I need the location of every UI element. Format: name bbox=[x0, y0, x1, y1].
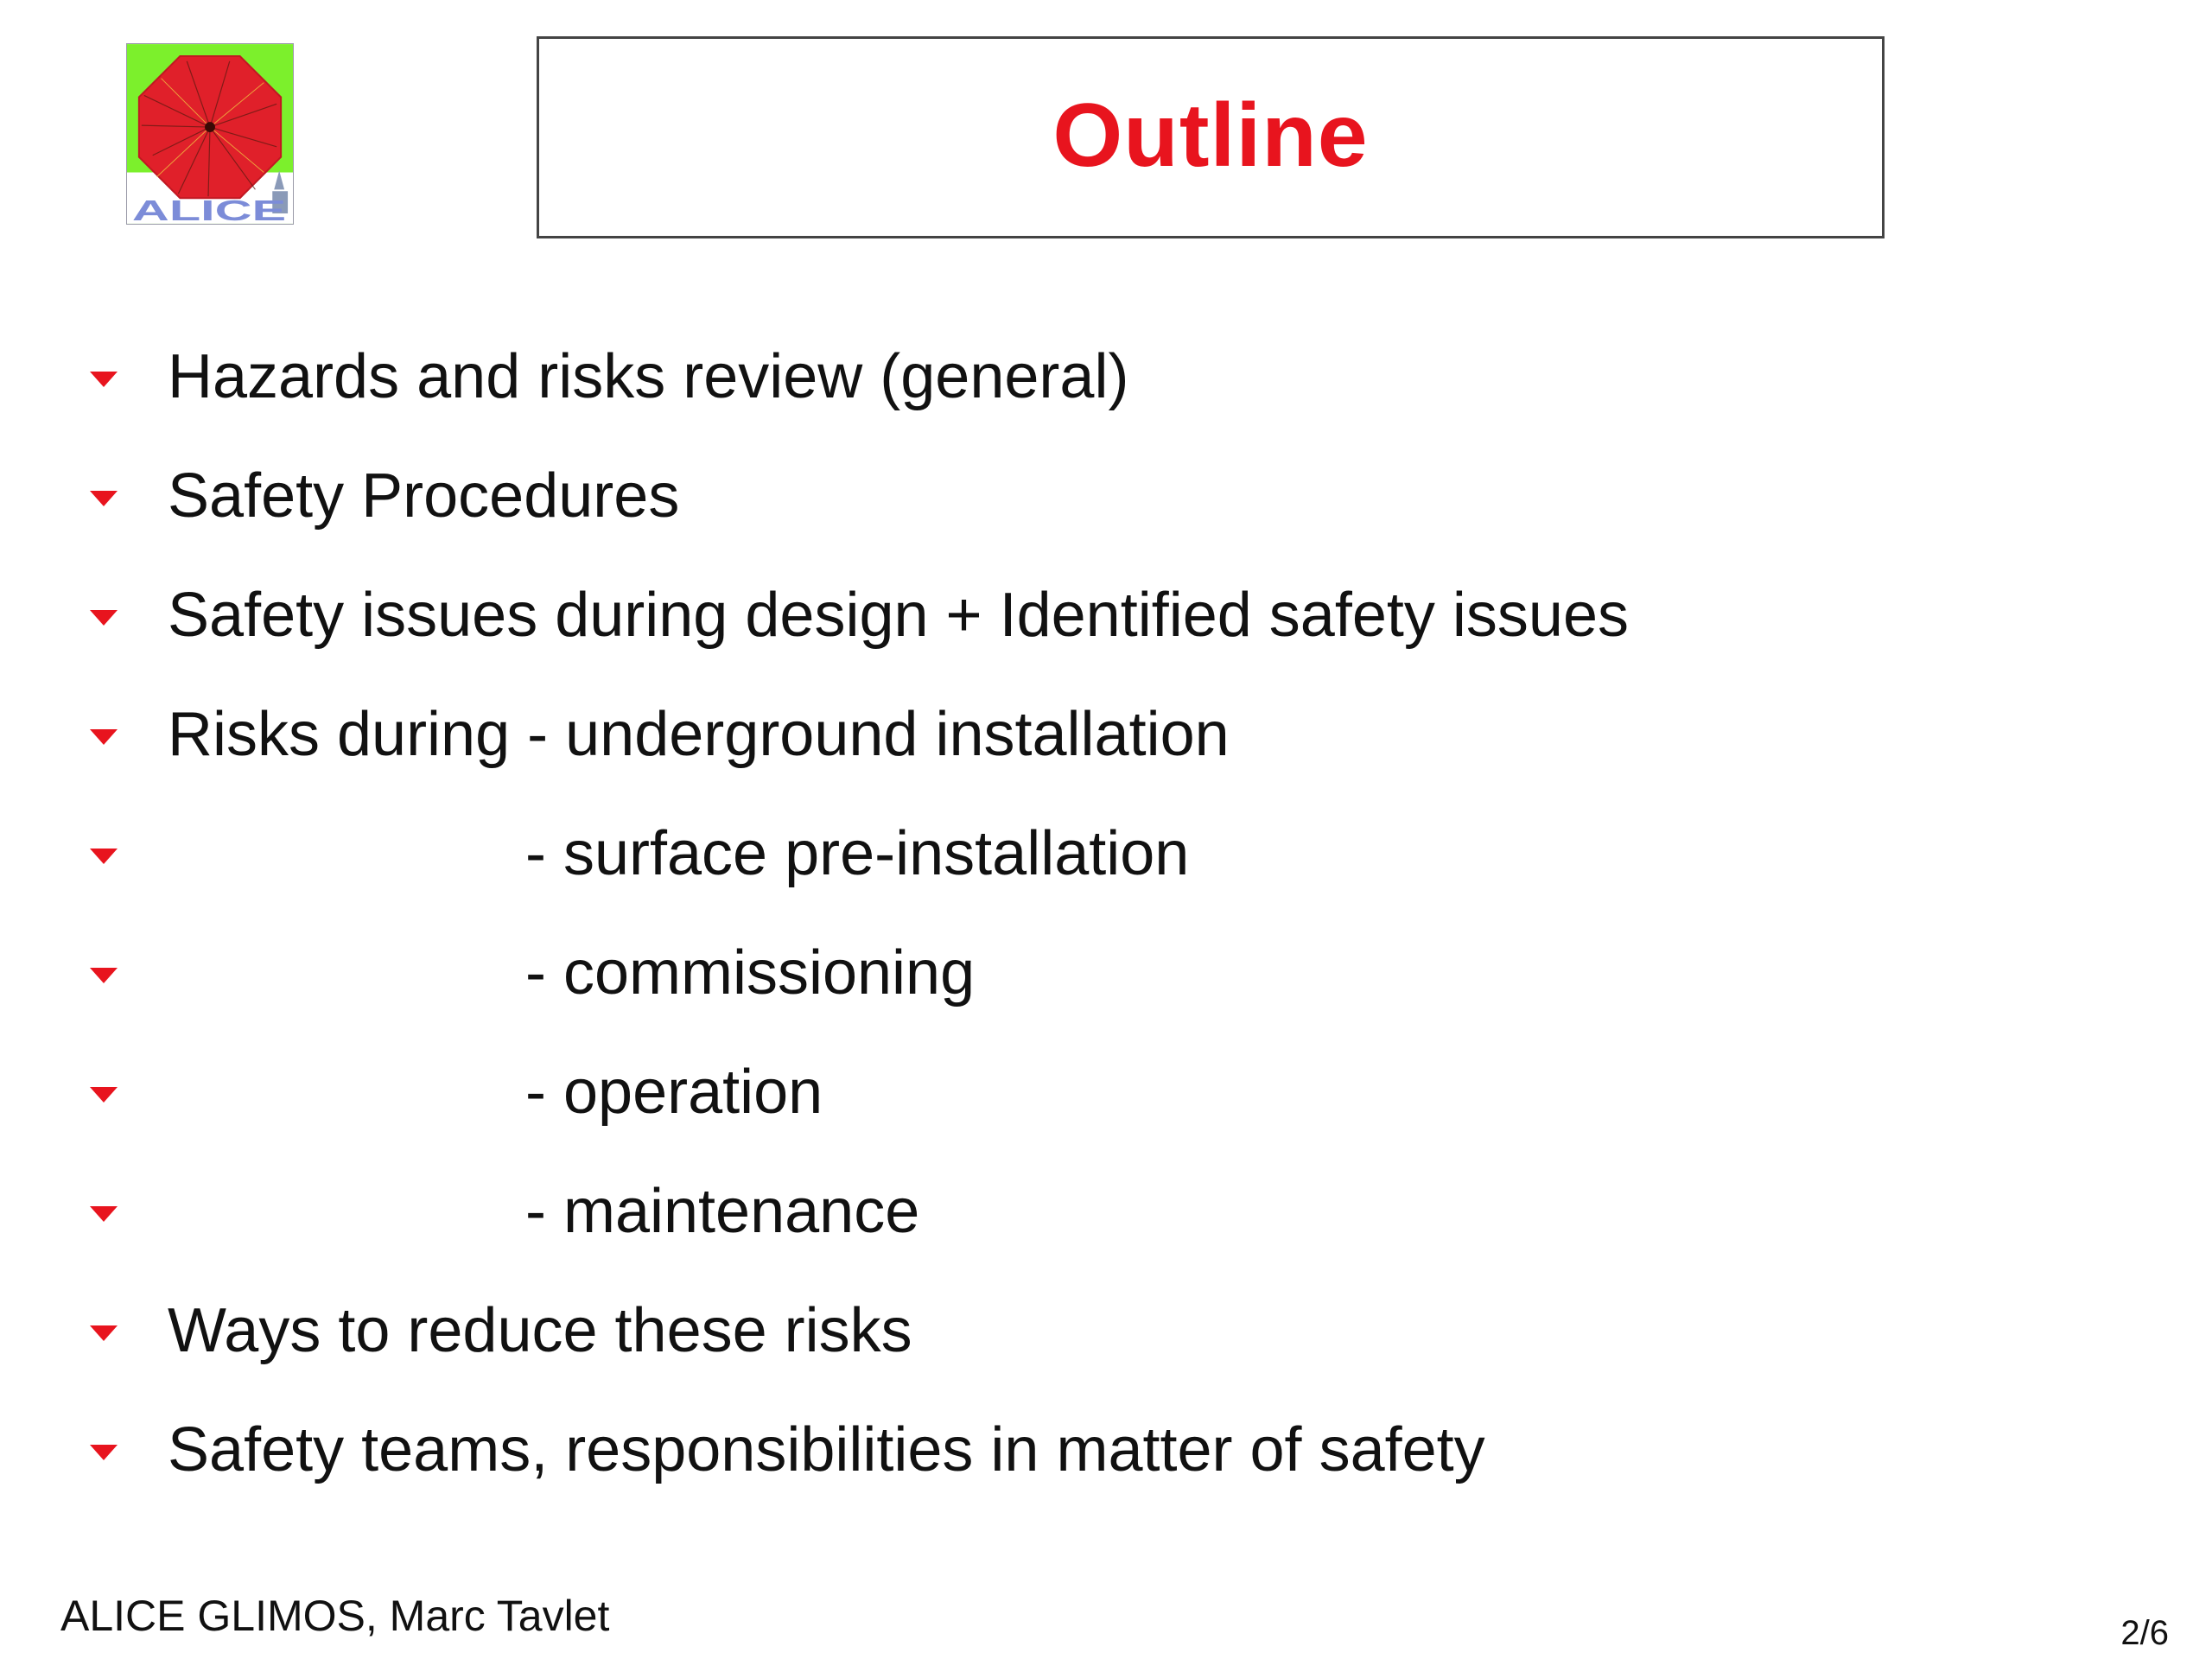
list-item bbox=[0, 923, 2212, 1027]
page-number: 2/6 bbox=[2120, 1614, 2169, 1652]
list-item bbox=[0, 1281, 2212, 1384]
triangle-bullet-icon bbox=[90, 491, 118, 506]
slide-title: Outline bbox=[1052, 85, 1369, 186]
triangle-bullet-icon bbox=[90, 1087, 118, 1103]
list-item bbox=[0, 1400, 2212, 1503]
triangle-bullet-icon bbox=[90, 372, 118, 387]
bullet-text: Risks during - underground installation bbox=[168, 700, 1230, 769]
list-item bbox=[0, 327, 2212, 430]
triangle-bullet-icon bbox=[90, 729, 118, 745]
bullet-text: Hazards and risks review (general) bbox=[168, 342, 1129, 411]
bullet-text: - commissioning bbox=[525, 938, 976, 1007]
triangle-bullet-icon bbox=[90, 968, 118, 983]
list-item bbox=[0, 1042, 2212, 1146]
logo-lettering: ALICE bbox=[131, 194, 287, 224]
list-item bbox=[0, 684, 2212, 788]
bullet-text: - maintenance bbox=[525, 1177, 920, 1246]
list-item bbox=[0, 565, 2212, 669]
bullet-text: Safety teams, responsibilities in matter of safety bbox=[168, 1415, 1485, 1484]
bullet-text: Safety issues during design + Identified safety issues bbox=[168, 581, 1629, 650]
list-item bbox=[0, 1161, 2212, 1265]
bullet-text: - surface pre-installation bbox=[525, 819, 1190, 888]
list-item bbox=[0, 446, 2212, 550]
list-item bbox=[0, 804, 2212, 907]
bullet-text: Safety Procedures bbox=[168, 461, 680, 531]
triangle-bullet-icon bbox=[90, 1445, 118, 1460]
triangle-bullet-icon bbox=[90, 849, 118, 864]
footer-author: ALICE GLIMOS, Marc Tavlet bbox=[60, 1592, 610, 1640]
bullet-text: - operation bbox=[525, 1058, 823, 1127]
triangle-bullet-icon bbox=[90, 1206, 118, 1222]
bullet-text: Ways to reduce these risks bbox=[168, 1296, 912, 1365]
triangle-bullet-icon bbox=[90, 610, 118, 626]
triangle-bullet-icon bbox=[90, 1325, 118, 1341]
